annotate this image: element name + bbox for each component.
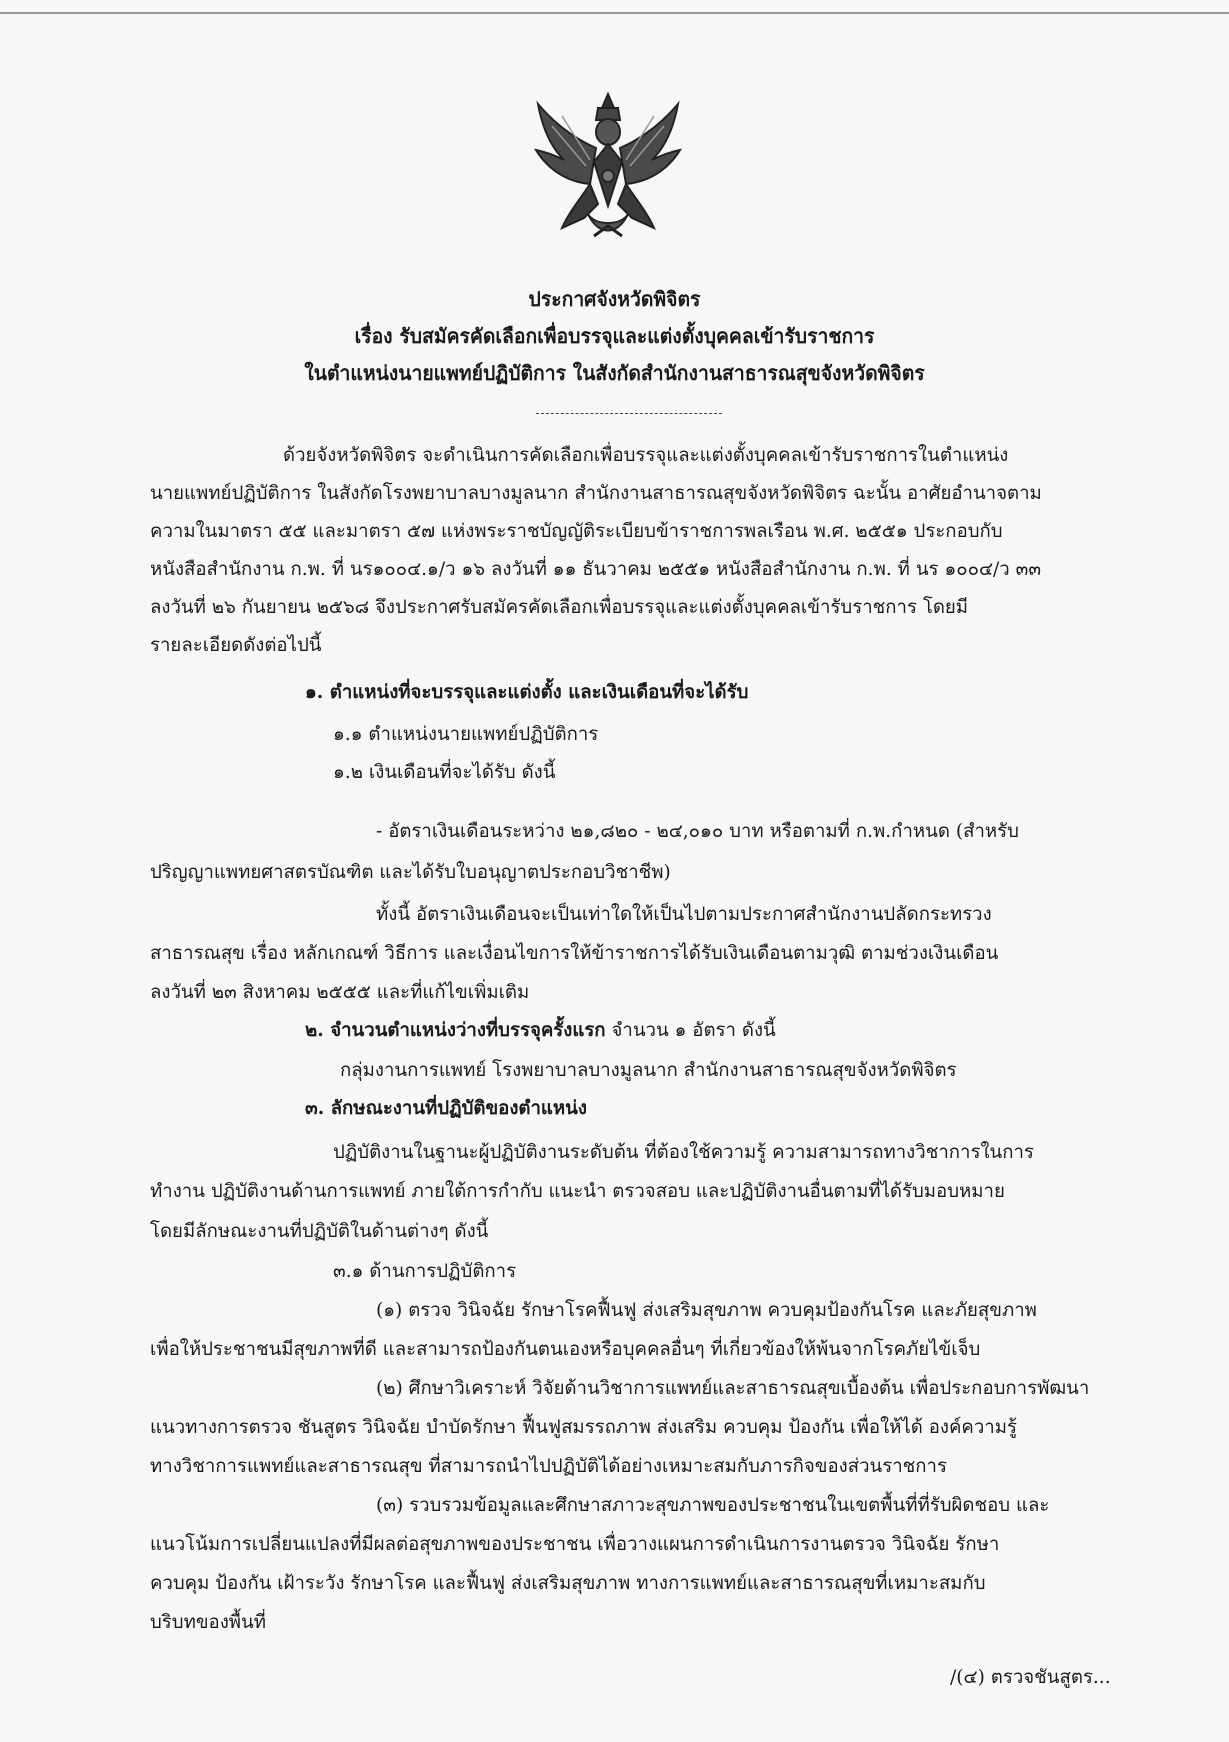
duty-2-line-2: แนวทางการตรวจ ชันสูตร วินิจฉัย บำบัดรักษา ฟื้นฟูสมรรถภาพ ส่งเสริม ควบคุม ป้องกัน เพื่อให้ได้ องค์ความรู้ — [150, 1417, 1017, 1438]
section-1-heading: ๑. ตำแหน่งที่จะบรรจุและแต่งตั้ง และเงินเดือนที่จะได้รับ — [305, 682, 749, 703]
duty-3-line-1: (๓) รวบรวมข้อมูลและศึกษาสภาวะสุขภาพของประชาชนในเขตพื้นที่ที่รับผิดชอบ และ — [376, 1495, 1050, 1516]
intro-line-3: ความในมาตรา ๕๕ และมาตรา ๕๗ แห่งพระราชบัญญัติระเบียบข้าราชการพลเรือน พ.ศ. ๒๕๕๑ ประกอบกับ — [150, 521, 1003, 542]
page-continuation: /(๔) ตรวจชันสูตร... — [950, 1667, 1111, 1688]
duty-1-line-2: เพื่อให้ประชาชนมีสุขภาพที่ดี และสามารถป้องกันตนเองหรือบุคคลอื่นๆ ที่เกี่ยวข้องให้พ้นจากโรคภัยไข้เจ็บ — [150, 1339, 981, 1360]
salary-note-line-1: ทั้งนี้ อัตราเงินเดือนจะเป็นเท่าใดให้เป็นไปตามประกาศสำนักงานปลัดกระทรวง — [376, 904, 992, 925]
intro-line-4: หนังสือสำนักงาน ก.พ. ที่ นร๑๐๐๔.๑/ว ๑๖ ลงวันที่ ๑๑ ธันวาคม ๒๕๕๑ หนังสือสำนักงาน ก.พ. ที่ นร ๑๐๐๔/ว ๓๓ — [150, 559, 1042, 580]
duty-2-line-1: (๒) ศึกษาวิเคราะห์ วิจัยด้านวิชาการแพทย์และสาธารณสุขเบื้องต้น เพื่อประกอบการพัฒนา — [376, 1378, 1090, 1399]
duty-3-line-3: ควบคุม ป้องกัน เฝ้าระวัง รักษาโรค และฟื้นฟู ส่งเสริมสุขภาพ ทางการแพทย์และสาธารณสุขที่เหมาะสมกับ — [150, 1573, 986, 1594]
intro-line-6: รายละเอียดดังต่อไปนี้ — [150, 635, 322, 656]
salary-note-line-3: ลงวันที่ ๒๓ สิงหาคม ๒๕๕๕ และที่แก้ไขเพิ่มเติม — [150, 982, 530, 1003]
section-2-heading-row — [305, 1018, 776, 1044]
subject-line-1: เรื่อง รับสมัครคัดเลือกเพื่อบรรจุและแต่งตั้งบุคคลเข้ารับราชการ — [354, 324, 875, 348]
garuda-emblem-icon — [528, 86, 688, 246]
section-2-heading-rest: จำนวน ๑ อัตรา ดังนี้ — [605, 1020, 776, 1041]
section-1-item-2: ๑.๒ เงินเดือนที่จะได้รับ ดังนี้ — [333, 762, 556, 783]
section-3-intro-line-2: ทำงาน ปฏิบัติงานด้านการแพทย์ ภายใต้การกำกับ แนะนำ ตรวจสอบ และปฏิบัติงานอื่นตามที่ได้รับมอบหมาย — [150, 1181, 1005, 1202]
section-3-intro-line-1: ปฏิบัติงานในฐานะผู้ปฏิบัติงานระดับต้น ที่ต้องใช้ความรู้ ความสามารถทางวิชาการในการ — [333, 1142, 1034, 1163]
intro-line-2: นายแพทย์ปฏิบัติการ ในสังกัดโรงพยาบาลบางมูลนาก สำนักงานสาธารณสุขจังหวัดพิจิตร ฉะนั้น อาศัยอำนาจตาม — [150, 483, 1042, 504]
announcement-title: ประกาศจังหวัดพิจิตร — [528, 287, 701, 311]
title-divider — [536, 413, 722, 414]
duty-3-line-4: บริบทของพื้นที่ — [150, 1612, 267, 1633]
duty-1-line-1: (๑) ตรวจ วินิจฉัย รักษาโรคฟื้นฟู ส่งเสริมสุขภาพ ควบคุมป้องกันโรค และภัยสุขภาพ — [376, 1300, 1037, 1321]
intro-line-1: ด้วยจังหวัดพิจิตร จะดำเนินการคัดเลือกเพื่อบรรจุและแต่งตั้งบุคคลเข้ารับราชการในตำแหน่ง — [283, 445, 1009, 466]
salary-line-2: ปริญญาแพทยศาสตรบัณฑิต และได้รับใบอนุญาตประกอบวิชาชีพ) — [150, 862, 671, 883]
salary-note-line-2: สาธารณสุข เรื่อง หลักเกณฑ์ วิธีการ และเงื่อนไขการให้ข้าราชการได้รับเงินเดือนตามวุฒิ ตามช่วงเงินเดือน — [150, 943, 999, 964]
section-3-heading: ๓. ลักษณะงานที่ปฏิบัติของตำแหน่ง — [305, 1098, 587, 1119]
section-3-intro-line-3: โดยมีลักษณะงานที่ปฏิบัติในด้านต่างๆ ดังนี้ — [150, 1221, 489, 1242]
subject-line-2: ในตำแหน่งนายแพทย์ปฏิบัติการ ในสังกัดสำนักงานสาธารณสุขจังหวัดพิจิตร — [304, 361, 925, 385]
intro-line-5: ลงวันที่ ๒๖ กันยายน ๒๕๖๘ จึงประกาศรับสมัครคัดเลือกเพื่อบรรจุและแต่งตั้งบุคคลเข้ารับราชการ โดยมี — [150, 597, 969, 618]
section-3-sub-1: ๓.๑ ด้านการปฏิบัติการ — [333, 1261, 517, 1282]
section-2-unit-line: กลุ่มงานการแพทย์ โรงพยาบาลบางมูลนาก สำนักงานสาธารณสุขจังหวัดพิจิตร — [340, 1060, 957, 1081]
salary-line-1: - อัตราเงินเดือนระหว่าง ๒๑,๘๒๐ - ๒๔,๐๑๐ บาท หรือตามที่ ก.พ.กำหนด (สำหรับ — [376, 821, 1019, 842]
section-1-item-1: ๑.๑ ตำแหน่งนายแพทย์ปฏิบัติการ — [333, 724, 599, 745]
duty-2-line-3: ทางวิชาการแพทย์และสาธารณสุข ที่สามารถนำไปปฏิบัติได้อย่างเหมาะสมกับภารกิจของส่วนราชการ — [150, 1456, 947, 1477]
section-2-heading: ๒. จำนวนตำแหน่งว่างที่บรรจุครั้งแรก — [305, 1020, 606, 1041]
duty-3-line-2: แนวโน้มการเปลี่ยนแปลงที่มีผลต่อสุขภาพของประชาชน เพื่อวางแผนการดำเนินการงานตรวจ วินิจฉัย รักษา — [150, 1534, 1000, 1555]
